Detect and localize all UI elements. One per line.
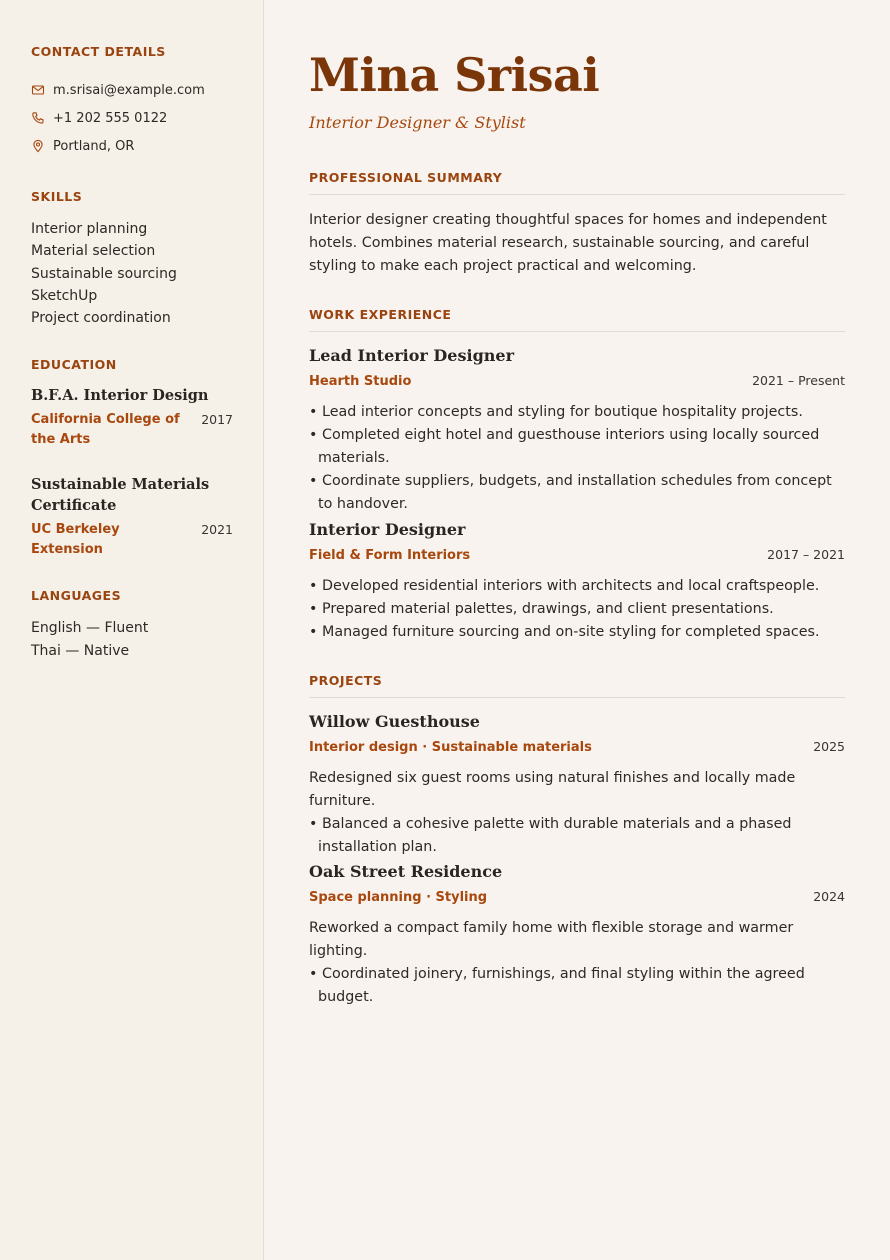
job-bullet: • Developed residential interiors with architects and local craftspeople. xyxy=(309,578,820,594)
contact-location xyxy=(31,132,233,160)
job-company: Field & Form Interiors xyxy=(309,548,471,563)
contact-heading: CONTACT DETAILS xyxy=(31,44,166,59)
skill-item: Project coordination xyxy=(31,310,171,327)
languages-list xyxy=(31,617,233,662)
project-year: 2024 xyxy=(813,889,845,904)
sidebar xyxy=(0,0,264,1260)
skill-item: Interior planning xyxy=(31,221,148,237)
contact-location-text: Portland, OR xyxy=(53,138,135,154)
education-heading: EDUCATION xyxy=(31,357,117,373)
contact-email-text: m.srisai@example.com xyxy=(53,82,205,98)
job-dates: 2021 – Present xyxy=(752,373,845,388)
education-institution: California College of the Arts xyxy=(31,412,180,448)
education-entry xyxy=(31,385,233,450)
candidate-role: Interior Designer & Stylist xyxy=(309,113,526,132)
contact-phone[interactable] xyxy=(31,104,233,132)
job-bullet: • Lead interior concepts and styling for boutique hospitality projects. xyxy=(309,404,803,420)
education-entry xyxy=(31,474,233,560)
job-bullet: • Prepared material palettes, drawings, and client presentations. xyxy=(309,601,774,617)
contact-list xyxy=(31,76,233,160)
project-meta xyxy=(309,739,845,755)
education-degree: Sustainable Materials Certificate xyxy=(31,476,210,515)
project-description: Reworked a compact family home with flexible storage and warmer lighting. xyxy=(309,920,794,959)
job-meta xyxy=(309,373,845,389)
job-dates: 2017 – 2021 xyxy=(767,547,845,562)
skill-item: Sustainable sourcing xyxy=(31,265,177,282)
education-institution: UC Berkeley Extension xyxy=(31,522,120,558)
skill-item: Material selection xyxy=(31,243,156,260)
skills-heading: SKILLS xyxy=(31,189,83,204)
project-title: Oak Street Residence xyxy=(309,862,503,881)
languages-heading: LANGUAGES xyxy=(31,588,122,604)
job-company: Hearth Studio xyxy=(309,374,412,389)
location-pin-icon xyxy=(31,139,45,153)
skills-list xyxy=(31,218,233,329)
project-tags: Space planning · Styling xyxy=(309,890,488,905)
job-bullet: • Managed furniture sourcing and on-site styling for completed spaces. xyxy=(309,624,820,640)
project-year: 2025 xyxy=(813,739,845,754)
job-title: Interior Designer xyxy=(309,520,466,539)
mail-icon xyxy=(31,83,45,97)
project-body xyxy=(309,917,845,1009)
education-year: 2021 xyxy=(201,522,233,538)
language-item: English — Fluent xyxy=(31,620,149,637)
project-title: Willow Guesthouse xyxy=(309,712,480,731)
language-item: Thai — Native xyxy=(31,642,130,659)
project-tags: Interior design · Sustainable materials xyxy=(309,740,592,755)
education-year: 2017 xyxy=(201,412,233,428)
project-body xyxy=(309,767,845,859)
experience-heading: WORK EXPERIENCE xyxy=(309,307,845,332)
project-meta xyxy=(309,889,845,905)
main-content xyxy=(264,0,890,1260)
job-bullet: • Completed eight hotel and guesthouse interiors using locally sourced materials. xyxy=(309,427,820,466)
project-bullet: • Balanced a cohesive palette with durable materials and a phased installation plan. xyxy=(309,816,792,855)
contact-email[interactable] xyxy=(31,76,233,104)
summary-text: Interior designer creating thoughtful spaces for homes and independent hotels. Combines material research, sustainable sourcing, and careful styling to make each project practical and welcoming. xyxy=(309,212,827,274)
job-bullets xyxy=(309,401,845,516)
projects-heading: PROJECTS xyxy=(309,673,845,698)
education-degree: B.F.A. Interior Design xyxy=(31,387,209,405)
job-bullets xyxy=(309,575,845,644)
project-description: Redesigned six guest rooms using natural finishes and locally made furniture. xyxy=(309,770,796,809)
project-bullet: • Coordinated joinery, furnishings, and final styling within the agreed budget. xyxy=(309,966,805,1005)
job-bullet: • Coordinate suppliers, budgets, and installation schedules from concept to handover. xyxy=(309,473,832,512)
skill-item: SketchUp xyxy=(31,287,98,304)
contact-phone-text: +1 202 555 0122 xyxy=(53,110,168,126)
phone-icon xyxy=(31,111,45,125)
job-meta xyxy=(309,547,845,563)
candidate-name: Mina Srisai xyxy=(309,48,600,102)
summary-heading: PROFESSIONAL SUMMARY xyxy=(309,170,845,195)
job-title: Lead Interior Designer xyxy=(309,346,514,365)
